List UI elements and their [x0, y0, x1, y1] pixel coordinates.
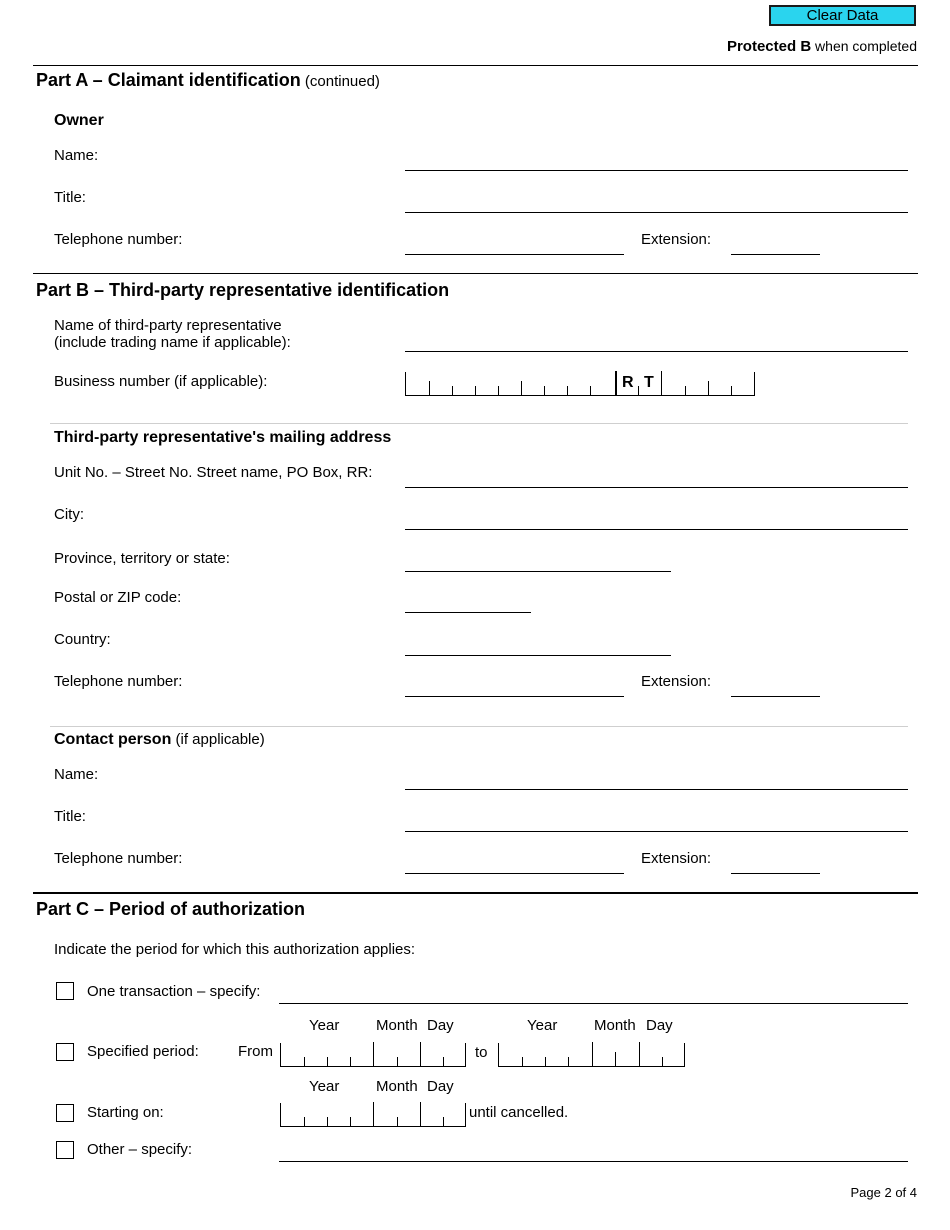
- date-separator: [373, 1102, 374, 1126]
- specified-period-checkbox[interactable]: [56, 1043, 74, 1061]
- date-digit-divider: [522, 1057, 523, 1066]
- date-digit-divider: [545, 1057, 546, 1066]
- contact-extension-field[interactable]: [731, 857, 820, 874]
- divider: [33, 273, 918, 274]
- other-field[interactable]: [279, 1145, 908, 1162]
- bn-digit-divider: [708, 381, 709, 395]
- province-label: Province, territory or state:: [54, 550, 230, 567]
- date-digit-divider: [304, 1057, 305, 1066]
- owner-title-label: Title:: [54, 189, 86, 206]
- owner-name-label: Name:: [54, 147, 99, 164]
- contact-extension-label: Extension:: [641, 850, 712, 867]
- from-date-field[interactable]: [280, 1043, 466, 1067]
- postal-code-label: Postal or ZIP code:: [54, 589, 182, 606]
- one-transaction-checkbox[interactable]: [56, 982, 74, 1000]
- rep-extension-label: Extension:: [641, 673, 712, 690]
- part-c-title: Part C – Period of authorization: [36, 899, 306, 919]
- from-year-header: Year: [309, 1017, 340, 1034]
- owner-phone-label: Telephone number:: [54, 231, 183, 248]
- city-field[interactable]: [405, 513, 908, 530]
- to-year-header: Year: [527, 1017, 558, 1034]
- from-label: From: [238, 1043, 273, 1060]
- business-number-label: Business number (if applicable):: [54, 373, 268, 390]
- owner-title-field[interactable]: [405, 196, 908, 213]
- bn-digit-divider: [429, 381, 430, 395]
- bn-letter-t: T: [644, 374, 654, 391]
- period-instruction: Indicate the period for which this authorization applies:: [54, 941, 416, 958]
- bn-digit-divider: [638, 386, 639, 395]
- divider: [50, 726, 908, 727]
- contact-phone-field[interactable]: [405, 857, 624, 874]
- until-cancelled-label: until cancelled.: [469, 1104, 569, 1121]
- date-separator: [373, 1042, 374, 1066]
- date-digit-divider: [397, 1057, 398, 1066]
- protected-suffix: when completed: [811, 38, 917, 54]
- to-month-header: Month: [594, 1017, 636, 1034]
- date-digit-divider: [443, 1057, 444, 1066]
- bn-digit-divider: [590, 386, 591, 395]
- bn-digit-divider: [452, 386, 453, 395]
- mailing-address-heading: Third-party representative's mailing address: [54, 429, 392, 446]
- contact-title-field[interactable]: [405, 815, 908, 832]
- date-digit-divider: [304, 1117, 305, 1126]
- divider: [33, 892, 918, 894]
- to-day-header: Day: [646, 1017, 673, 1034]
- to-date-field[interactable]: [498, 1043, 685, 1067]
- business-number-field[interactable]: [405, 372, 755, 396]
- rep-name-field[interactable]: [405, 335, 908, 352]
- bn-digit-divider: [567, 386, 568, 395]
- contact-title-label: Title:: [54, 808, 86, 825]
- rep-name-label-line1: Name of third-party representative: [54, 317, 282, 334]
- bn-separator: [615, 371, 617, 395]
- city-label: City:: [54, 506, 84, 523]
- one-transaction-field[interactable]: [279, 987, 908, 1004]
- specified-period-label: Specified period:: [87, 1043, 199, 1060]
- date-digit-divider: [350, 1057, 351, 1066]
- contact-name-field[interactable]: [405, 773, 908, 790]
- other-label: Other – specify:: [87, 1141, 193, 1158]
- date-digit-divider: [327, 1057, 328, 1066]
- rep-phone-field[interactable]: [405, 680, 624, 697]
- start-year-header: Year: [309, 1078, 340, 1095]
- clear-data-button[interactable]: Clear Data: [769, 5, 916, 26]
- part-b-title: Part B – Third-party representative identification: [36, 280, 450, 300]
- part-a-title-text: Part A – Claimant identification: [36, 70, 301, 90]
- province-field[interactable]: [405, 555, 671, 572]
- country-field[interactable]: [405, 639, 671, 656]
- owner-extension-label: Extension:: [641, 231, 712, 248]
- bn-digit-divider: [475, 386, 476, 395]
- part-a-title: [36, 69, 380, 93]
- rep-phone-label: Telephone number:: [54, 673, 183, 690]
- page-number: Page 2 of 4: [850, 1185, 917, 1200]
- starting-on-label: Starting on:: [87, 1104, 164, 1121]
- rep-extension-field[interactable]: [731, 680, 820, 697]
- bn-separator: [661, 371, 662, 395]
- owner-extension-field[interactable]: [731, 238, 820, 255]
- bn-digit-divider: [731, 386, 732, 395]
- bn-digit-divider: [685, 386, 686, 395]
- date-digit-divider: [568, 1057, 569, 1066]
- start-day-header: Day: [427, 1078, 454, 1095]
- part-a-title-suffix: (continued): [300, 73, 380, 90]
- bn-digit-divider: [544, 386, 545, 395]
- other-checkbox[interactable]: [56, 1141, 74, 1159]
- divider: [50, 423, 908, 424]
- date-digit-divider: [397, 1117, 398, 1126]
- contact-person-heading-suffix: (if applicable): [171, 731, 265, 748]
- rep-name-label-line2: (include trading name if applicable):: [54, 334, 291, 351]
- to-label: to: [475, 1044, 488, 1061]
- protected-notice: [727, 37, 917, 56]
- start-month-header: Month: [376, 1078, 418, 1095]
- street-label: Unit No. – Street No. Street name, PO Box, RR:: [54, 464, 373, 481]
- contact-name-label: Name:: [54, 766, 99, 783]
- date-digit-divider: [327, 1117, 328, 1126]
- one-transaction-label: One transaction – specify:: [87, 983, 261, 1000]
- contact-person-heading: [54, 730, 265, 750]
- owner-name-field[interactable]: [405, 154, 908, 171]
- from-day-header: Day: [427, 1017, 454, 1034]
- street-field[interactable]: [405, 471, 908, 488]
- bn-digit-divider: [498, 386, 499, 395]
- protected-label: Protected B: [726, 38, 812, 55]
- date-separator: [420, 1102, 421, 1126]
- postal-code-field[interactable]: [405, 596, 531, 613]
- owner-phone-field[interactable]: [405, 238, 624, 255]
- date-digit-divider: [350, 1117, 351, 1126]
- date-separator: [420, 1042, 421, 1066]
- owner-heading: Owner: [54, 112, 104, 129]
- starting-on-checkbox[interactable]: [56, 1104, 74, 1122]
- bn-letter-r: R: [622, 374, 634, 391]
- country-label: Country:: [54, 631, 111, 648]
- date-digit-divider: [615, 1052, 616, 1066]
- start-date-field[interactable]: [280, 1103, 466, 1127]
- date-separator: [639, 1042, 640, 1066]
- contact-person-heading-text: Contact person: [54, 731, 172, 748]
- date-digit-divider: [443, 1117, 444, 1126]
- from-month-header: Month: [376, 1017, 418, 1034]
- bn-digit-divider: [521, 381, 522, 395]
- divider: [33, 65, 918, 66]
- date-digit-divider: [662, 1057, 663, 1066]
- date-separator: [592, 1042, 593, 1066]
- contact-phone-label: Telephone number:: [54, 850, 183, 867]
